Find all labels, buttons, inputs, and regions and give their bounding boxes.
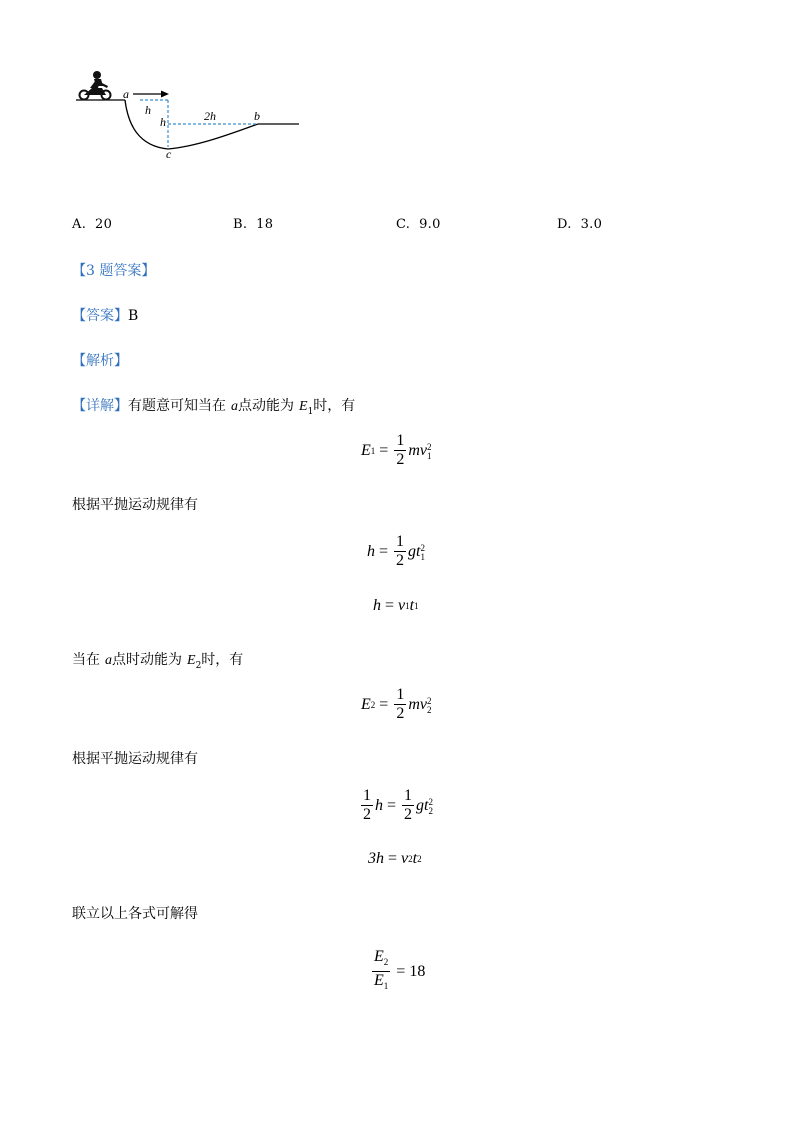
equation-5: $\frac{1}{2}$ h = $\frac{1}{2}$ gt 2 2 xyxy=(363,787,433,823)
equation-1: E 1 = $\frac{1}{2}$ mv 2 1 xyxy=(361,432,432,468)
label-c: c xyxy=(166,147,172,161)
rule-line-2: 根据平抛运动规律有 xyxy=(72,751,198,767)
question-answer-heading: 【3 题答案】 xyxy=(72,263,156,279)
equation-2: h = $\frac{1}{2}$ gt 2 1 xyxy=(367,533,425,569)
analysis-heading: 【解析】 xyxy=(72,353,128,369)
label-b: b xyxy=(254,109,260,123)
equation-3: h = v 1 t 1 xyxy=(373,597,419,614)
physics-figure xyxy=(70,62,310,162)
equation-7: $\frac{E_2}{E_1}$ = 18 xyxy=(370,948,425,995)
equation-6: 3h = v 2 t 2 xyxy=(368,850,422,867)
option-a: A. 20 xyxy=(72,217,113,232)
motorcycle-rider-icon xyxy=(80,71,111,100)
rule-line-1: 根据平抛运动规律有 xyxy=(72,497,198,513)
answer-line xyxy=(72,305,138,325)
arrow-head-icon xyxy=(161,91,169,98)
equation-4: E 2 = $\frac{1}{2}$ mv 2 2 xyxy=(361,686,432,722)
detail-line: 【详解】有题意可知当在 a点动能为 $E_1$时，有 xyxy=(72,398,356,417)
option-d: D. 3.0 xyxy=(557,217,603,232)
answer-value: B xyxy=(128,308,139,324)
condition-line-2: 当在 a点时动能为 $E_2$时，有 xyxy=(72,652,244,671)
label-h-lower: h xyxy=(160,115,166,129)
label-h-upper: h xyxy=(145,103,151,117)
combine-line: 联立以上各式可解得 xyxy=(72,906,198,922)
answer-label: 【答案】 xyxy=(72,308,128,324)
label-2h: 2h xyxy=(204,109,216,123)
option-b: B. 18 xyxy=(233,217,274,232)
detail-label: 【详解】 xyxy=(72,398,128,414)
option-c: C. 9.0 xyxy=(396,217,441,232)
label-a: a xyxy=(123,87,129,101)
